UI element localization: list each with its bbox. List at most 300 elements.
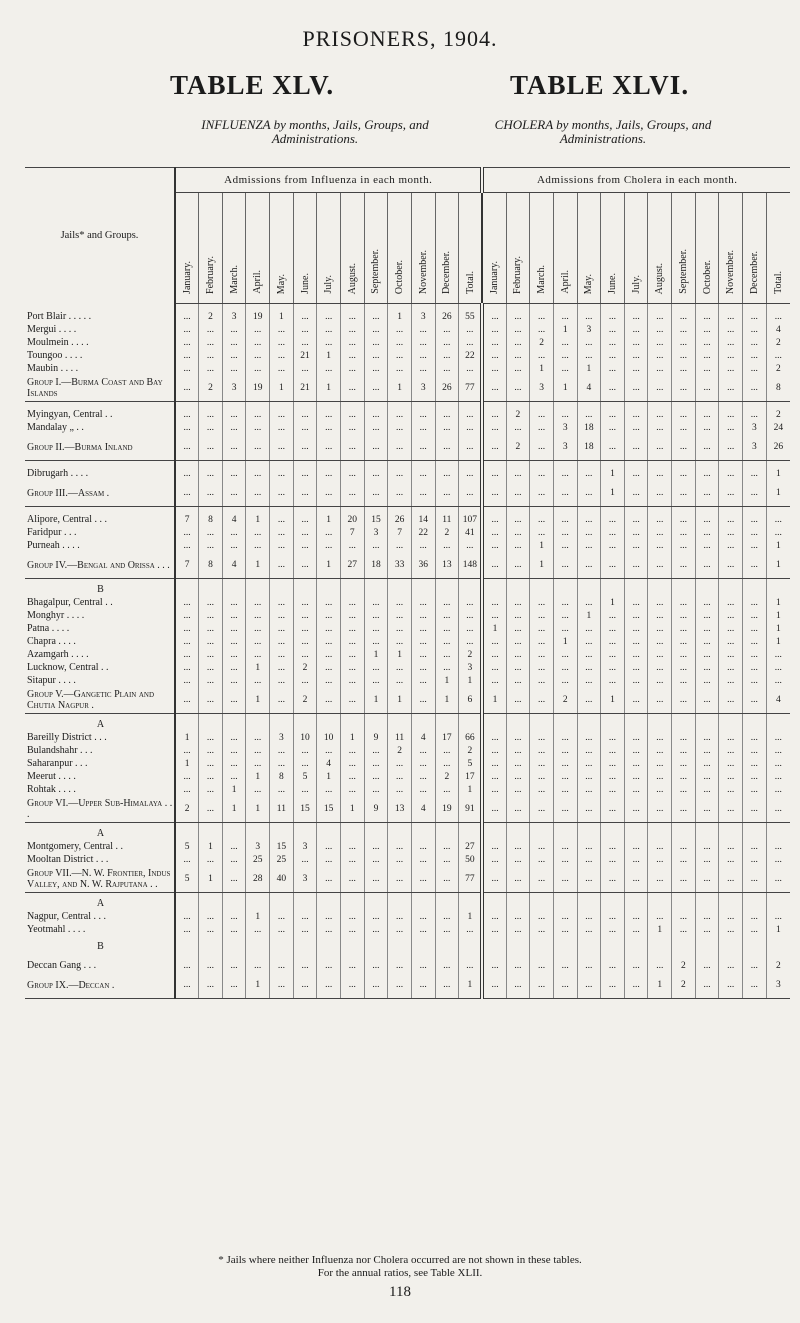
influenza-cell: ... bbox=[199, 757, 223, 770]
cholera-cell: ... bbox=[695, 635, 719, 648]
cholera-cell bbox=[482, 893, 506, 911]
influenza-cell: ... bbox=[364, 596, 388, 609]
table-row bbox=[25, 910, 790, 923]
cholera-cell: ... bbox=[695, 674, 719, 687]
influenza-cell: ... bbox=[411, 910, 435, 923]
table-row bbox=[25, 661, 790, 674]
influenza-cell: ... bbox=[270, 648, 294, 661]
cholera-cell bbox=[482, 823, 506, 841]
table-row bbox=[25, 402, 790, 422]
influenza-cell: ... bbox=[270, 972, 294, 999]
influenza-cell: ... bbox=[246, 596, 270, 609]
cholera-cell: ... bbox=[624, 362, 648, 375]
section-marker-row bbox=[25, 714, 790, 732]
cholera-cell: ... bbox=[482, 434, 506, 461]
influenza-cell: ... bbox=[411, 434, 435, 461]
cholera-cell: ... bbox=[624, 552, 648, 579]
cholera-cell: ... bbox=[577, 304, 601, 324]
table-row bbox=[25, 336, 790, 349]
cholera-cell: ... bbox=[601, 744, 625, 757]
month-label: June. bbox=[606, 273, 618, 294]
influenza-month-header bbox=[388, 193, 412, 304]
influenza-cell: ... bbox=[317, 421, 341, 434]
influenza-cell: 2 bbox=[293, 661, 317, 674]
influenza-cell: 41 bbox=[459, 526, 483, 539]
influenza-cell: ... bbox=[293, 507, 317, 527]
cholera-cell: ... bbox=[624, 539, 648, 552]
jail-label: Mergui . . . . bbox=[25, 323, 175, 336]
influenza-cell: ... bbox=[293, 783, 317, 796]
influenza-cell: ... bbox=[340, 953, 364, 972]
jail-label: Bulandshahr . . . bbox=[25, 744, 175, 757]
cholera-cell: ... bbox=[601, 853, 625, 866]
cholera-cell: ... bbox=[530, 674, 554, 687]
influenza-cell: 1 bbox=[246, 972, 270, 999]
influenza-cell: 2 bbox=[199, 375, 223, 402]
influenza-cell: ... bbox=[199, 596, 223, 609]
influenza-cell: ... bbox=[199, 323, 223, 336]
cholera-cell: ... bbox=[482, 674, 506, 687]
cholera-cell: ... bbox=[648, 757, 672, 770]
month-label: September. bbox=[677, 249, 689, 294]
cholera-cell: ... bbox=[743, 661, 767, 674]
influenza-cell: 3 bbox=[270, 731, 294, 744]
influenza-cell: ... bbox=[222, 953, 246, 972]
influenza-cell: 26 bbox=[435, 304, 459, 324]
influenza-cell: ... bbox=[364, 972, 388, 999]
influenza-cell: 1 bbox=[246, 770, 270, 783]
table-row bbox=[25, 362, 790, 375]
cholera-cell: ... bbox=[672, 674, 696, 687]
cholera-cell: ... bbox=[577, 402, 601, 422]
month-label: April. bbox=[559, 270, 571, 294]
cholera-cell: ... bbox=[482, 539, 506, 552]
group-total-row bbox=[25, 972, 790, 999]
table-row bbox=[25, 539, 790, 552]
cholera-cell: ... bbox=[506, 336, 530, 349]
influenza-cell: ... bbox=[199, 674, 223, 687]
influenza-cell: 1 bbox=[388, 648, 412, 661]
influenza-cell: ... bbox=[411, 661, 435, 674]
influenza-cell bbox=[388, 893, 412, 911]
group-label: Group II.—Burma Inland bbox=[25, 434, 175, 461]
influenza-cell: ... bbox=[459, 596, 483, 609]
cholera-cell: ... bbox=[624, 687, 648, 714]
influenza-cell: ... bbox=[270, 480, 294, 507]
influenza-cell: ... bbox=[270, 757, 294, 770]
cholera-cell: 8 bbox=[766, 375, 790, 402]
influenza-cell bbox=[222, 579, 246, 597]
cholera-cell: ... bbox=[648, 840, 672, 853]
cholera-cell bbox=[648, 823, 672, 841]
influenza-cell: ... bbox=[317, 596, 341, 609]
cholera-cell: ... bbox=[766, 910, 790, 923]
influenza-cell bbox=[435, 823, 459, 841]
influenza-cell: ... bbox=[222, 866, 246, 893]
jails-column-header: Jails* and Groups. bbox=[25, 168, 175, 304]
influenza-cell: ... bbox=[317, 972, 341, 999]
influenza-cell: 66 bbox=[459, 731, 483, 744]
influenza-cell: ... bbox=[222, 480, 246, 507]
cholera-cell: ... bbox=[719, 402, 743, 422]
influenza-cell: ... bbox=[293, 635, 317, 648]
influenza-cell: ... bbox=[317, 622, 341, 635]
influenza-cell: ... bbox=[246, 402, 270, 422]
cholera-cell bbox=[577, 893, 601, 911]
cholera-cell: ... bbox=[577, 866, 601, 893]
influenza-cell: ... bbox=[222, 770, 246, 783]
table-xlvi-subtitle-line1: CHOLERA by months, Jails, Groups, and bbox=[494, 117, 712, 132]
influenza-cell: ... bbox=[270, 923, 294, 936]
cholera-cell: ... bbox=[743, 744, 767, 757]
cholera-cell: ... bbox=[553, 552, 577, 579]
cholera-cell: 1 bbox=[766, 480, 790, 507]
influenza-cell: ... bbox=[317, 953, 341, 972]
influenza-cell: ... bbox=[317, 783, 341, 796]
cholera-cell: ... bbox=[719, 923, 743, 936]
table-row bbox=[25, 461, 790, 481]
jail-label: Patna . . . . bbox=[25, 622, 175, 635]
cholera-cell: ... bbox=[530, 866, 554, 893]
influenza-cell: 7 bbox=[175, 552, 199, 579]
influenza-cell: 15 bbox=[270, 840, 294, 853]
influenza-cell: ... bbox=[388, 609, 412, 622]
influenza-cell: ... bbox=[199, 349, 223, 362]
cholera-cell: ... bbox=[648, 687, 672, 714]
cholera-cell: ... bbox=[648, 796, 672, 823]
influenza-cell: 1 bbox=[246, 687, 270, 714]
influenza-cell: 13 bbox=[388, 796, 412, 823]
cholera-cell: ... bbox=[743, 336, 767, 349]
cholera-month-header bbox=[719, 193, 743, 304]
cholera-cell: ... bbox=[482, 349, 506, 362]
influenza-month-header bbox=[435, 193, 459, 304]
cholera-cell: ... bbox=[695, 953, 719, 972]
cholera-cell: ... bbox=[601, 622, 625, 635]
influenza-cell: ... bbox=[199, 972, 223, 999]
cholera-cell: ... bbox=[506, 526, 530, 539]
influenza-cell: ... bbox=[175, 349, 199, 362]
influenza-cell: ... bbox=[246, 923, 270, 936]
influenza-cell: ... bbox=[270, 609, 294, 622]
influenza-cell: ... bbox=[175, 375, 199, 402]
group-label: Group VI.—Upper Sub-Himalaya . . . bbox=[25, 796, 175, 823]
influenza-cell: ... bbox=[388, 421, 412, 434]
influenza-cell: 10 bbox=[317, 731, 341, 744]
influenza-cell: ... bbox=[340, 349, 364, 362]
cholera-cell: 2 bbox=[506, 434, 530, 461]
cholera-cell: ... bbox=[695, 552, 719, 579]
cholera-cell: ... bbox=[719, 840, 743, 853]
influenza-cell: 27 bbox=[459, 840, 483, 853]
influenza-cell: ... bbox=[317, 402, 341, 422]
cholera-cell: ... bbox=[482, 480, 506, 507]
influenza-cell: ... bbox=[340, 687, 364, 714]
influenza-cell: ... bbox=[364, 421, 388, 434]
influenza-cell bbox=[317, 579, 341, 597]
influenza-cell: ... bbox=[246, 480, 270, 507]
table-row bbox=[25, 635, 790, 648]
cholera-cell: ... bbox=[530, 687, 554, 714]
influenza-cell: ... bbox=[246, 609, 270, 622]
influenza-cell: ... bbox=[340, 402, 364, 422]
cholera-cell: ... bbox=[506, 609, 530, 622]
influenza-cell: ... bbox=[175, 323, 199, 336]
cholera-cell: ... bbox=[695, 770, 719, 783]
jail-label: Mandalay „ . . bbox=[25, 421, 175, 434]
influenza-cell: 26 bbox=[435, 375, 459, 402]
influenza-cell: 6 bbox=[459, 687, 483, 714]
cholera-cell: ... bbox=[695, 972, 719, 999]
influenza-cell: 148 bbox=[459, 552, 483, 579]
influenza-cell: ... bbox=[317, 674, 341, 687]
influenza-cell bbox=[317, 936, 341, 953]
influenza-cell bbox=[388, 714, 412, 732]
influenza-cell: ... bbox=[270, 674, 294, 687]
cholera-cell: ... bbox=[577, 674, 601, 687]
influenza-cell: ... bbox=[317, 480, 341, 507]
influenza-cell: 3 bbox=[222, 304, 246, 324]
section-marker-row bbox=[25, 936, 790, 953]
cholera-cell: 3 bbox=[530, 375, 554, 402]
cholera-cell: ... bbox=[506, 304, 530, 324]
cholera-cell: ... bbox=[530, 609, 554, 622]
cholera-cell: ... bbox=[530, 596, 554, 609]
cholera-cell: ... bbox=[695, 757, 719, 770]
table-row bbox=[25, 648, 790, 661]
month-label: May. bbox=[583, 273, 595, 294]
cholera-cell: ... bbox=[743, 757, 767, 770]
influenza-cell bbox=[246, 579, 270, 597]
cholera-cell: ... bbox=[482, 421, 506, 434]
cholera-cell: ... bbox=[672, 757, 696, 770]
influenza-cell: ... bbox=[293, 552, 317, 579]
month-label: October. bbox=[394, 259, 406, 294]
cholera-cell: ... bbox=[695, 866, 719, 893]
cholera-cell: ... bbox=[530, 480, 554, 507]
influenza-cell: ... bbox=[222, 434, 246, 461]
cholera-cell: ... bbox=[719, 304, 743, 324]
cholera-month-header bbox=[577, 193, 601, 304]
cholera-cell: ... bbox=[482, 972, 506, 999]
cholera-cell: ... bbox=[719, 972, 743, 999]
influenza-cell: 22 bbox=[411, 526, 435, 539]
cholera-cell: ... bbox=[672, 323, 696, 336]
influenza-cell: ... bbox=[270, 507, 294, 527]
cholera-cell: ... bbox=[672, 461, 696, 481]
influenza-cell: ... bbox=[364, 674, 388, 687]
cholera-cell: ... bbox=[624, 421, 648, 434]
influenza-cell bbox=[364, 823, 388, 841]
cholera-cell: ... bbox=[766, 840, 790, 853]
cholera-cell: ... bbox=[601, 304, 625, 324]
cholera-cell: 26 bbox=[766, 434, 790, 461]
cholera-cell: ... bbox=[530, 853, 554, 866]
cholera-cell: ... bbox=[766, 783, 790, 796]
influenza-cell: ... bbox=[388, 434, 412, 461]
cholera-cell: ... bbox=[530, 840, 554, 853]
influenza-cell: ... bbox=[340, 323, 364, 336]
influenza-cell bbox=[411, 714, 435, 732]
cholera-cell: ... bbox=[601, 910, 625, 923]
cholera-cell: ... bbox=[601, 336, 625, 349]
cholera-cell: ... bbox=[553, 866, 577, 893]
cholera-cell: 3 bbox=[743, 434, 767, 461]
cholera-cell: 1 bbox=[553, 323, 577, 336]
cholera-cell: ... bbox=[719, 770, 743, 783]
influenza-cell: 11 bbox=[270, 796, 294, 823]
cholera-cell: ... bbox=[530, 622, 554, 635]
cholera-cell: ... bbox=[672, 661, 696, 674]
cholera-cell: ... bbox=[530, 910, 554, 923]
jail-label: Rohtak . . . . bbox=[25, 783, 175, 796]
cholera-cell: ... bbox=[506, 552, 530, 579]
cholera-cell: ... bbox=[672, 434, 696, 461]
influenza-cell: ... bbox=[411, 953, 435, 972]
table-xlv-subtitle bbox=[190, 118, 440, 146]
month-label: January. bbox=[181, 261, 193, 294]
influenza-cell: ... bbox=[459, 539, 483, 552]
jail-label: Maubin . . . . bbox=[25, 362, 175, 375]
influenza-cell: ... bbox=[364, 622, 388, 635]
influenza-cell: ... bbox=[222, 731, 246, 744]
influenza-cell: 1 bbox=[246, 507, 270, 527]
influenza-cell bbox=[317, 714, 341, 732]
cholera-month-header bbox=[672, 193, 696, 304]
cholera-cell: ... bbox=[482, 783, 506, 796]
group-total-row bbox=[25, 687, 790, 714]
influenza-month-header bbox=[293, 193, 317, 304]
influenza-cell: 18 bbox=[364, 552, 388, 579]
influenza-cell: ... bbox=[222, 923, 246, 936]
cholera-cell: ... bbox=[719, 480, 743, 507]
cholera-cell bbox=[648, 579, 672, 597]
influenza-cell: 50 bbox=[459, 853, 483, 866]
influenza-cell: ... bbox=[459, 609, 483, 622]
jail-label: Alipore, Central . . . bbox=[25, 507, 175, 527]
cholera-cell: ... bbox=[601, 866, 625, 893]
influenza-cell: ... bbox=[388, 953, 412, 972]
cholera-cell: ... bbox=[553, 349, 577, 362]
cholera-cell: ... bbox=[624, 323, 648, 336]
influenza-cell: ... bbox=[317, 866, 341, 893]
cholera-cell: 2 bbox=[672, 972, 696, 999]
influenza-cell: 7 bbox=[340, 526, 364, 539]
cholera-cell: ... bbox=[719, 507, 743, 527]
influenza-cell: ... bbox=[293, 596, 317, 609]
influenza-cell: ... bbox=[222, 609, 246, 622]
cholera-cell: ... bbox=[482, 526, 506, 539]
influenza-cell: ... bbox=[435, 421, 459, 434]
cholera-cell: ... bbox=[601, 539, 625, 552]
cholera-cell: ... bbox=[506, 480, 530, 507]
influenza-cell: ... bbox=[388, 362, 412, 375]
cholera-cell: 2 bbox=[506, 402, 530, 422]
influenza-cell: ... bbox=[175, 687, 199, 714]
cholera-cell: ... bbox=[482, 648, 506, 661]
influenza-cell: 19 bbox=[246, 304, 270, 324]
cholera-month-header bbox=[506, 193, 530, 304]
cholera-cell: 2 bbox=[530, 336, 554, 349]
influenza-cell bbox=[435, 579, 459, 597]
cholera-cell: ... bbox=[672, 596, 696, 609]
influenza-cell: ... bbox=[293, 853, 317, 866]
cholera-cell: ... bbox=[506, 635, 530, 648]
cholera-cell: 3 bbox=[577, 323, 601, 336]
cholera-cell: ... bbox=[672, 362, 696, 375]
influenza-cell: ... bbox=[246, 434, 270, 461]
influenza-cell: ... bbox=[340, 648, 364, 661]
influenza-cell: ... bbox=[293, 923, 317, 936]
cholera-cell: ... bbox=[648, 635, 672, 648]
cholera-cell: ... bbox=[624, 770, 648, 783]
jail-label: A bbox=[25, 893, 175, 911]
influenza-cell: ... bbox=[411, 622, 435, 635]
cholera-cell: ... bbox=[648, 674, 672, 687]
cholera-cell: ... bbox=[719, 421, 743, 434]
cholera-cell bbox=[506, 579, 530, 597]
cholera-cell: ... bbox=[601, 434, 625, 461]
cholera-cell bbox=[577, 714, 601, 732]
cholera-cell: ... bbox=[553, 461, 577, 481]
group-total-row bbox=[25, 552, 790, 579]
cholera-cell: 24 bbox=[766, 421, 790, 434]
influenza-cell: ... bbox=[364, 953, 388, 972]
influenza-cell: 1 bbox=[364, 687, 388, 714]
jail-label: A bbox=[25, 714, 175, 732]
cholera-cell: ... bbox=[624, 853, 648, 866]
influenza-cell bbox=[175, 714, 199, 732]
table-row bbox=[25, 622, 790, 635]
influenza-cell: ... bbox=[317, 336, 341, 349]
cholera-cell: ... bbox=[553, 622, 577, 635]
cholera-cell: ... bbox=[553, 853, 577, 866]
cholera-cell: 1 bbox=[553, 375, 577, 402]
cholera-cell: ... bbox=[553, 402, 577, 422]
cholera-cell: ... bbox=[624, 375, 648, 402]
influenza-cell: ... bbox=[199, 910, 223, 923]
influenza-cell: ... bbox=[364, 866, 388, 893]
influenza-cell: 13 bbox=[435, 552, 459, 579]
influenza-cell: ... bbox=[364, 770, 388, 783]
table-row bbox=[25, 953, 790, 972]
table-group-header-row bbox=[25, 168, 790, 193]
cholera-cell: 1 bbox=[577, 609, 601, 622]
cholera-cell: ... bbox=[482, 375, 506, 402]
cholera-cell bbox=[624, 714, 648, 732]
influenza-cell: ... bbox=[459, 336, 483, 349]
influenza-cell bbox=[199, 893, 223, 911]
influenza-cell bbox=[222, 936, 246, 953]
cholera-cell: 18 bbox=[577, 421, 601, 434]
influenza-cell: 2 bbox=[175, 796, 199, 823]
influenza-cell: ... bbox=[340, 635, 364, 648]
cholera-cell: ... bbox=[672, 910, 696, 923]
jail-label: Saharanpur . . . bbox=[25, 757, 175, 770]
cholera-cell: ... bbox=[743, 635, 767, 648]
cholera-cell: ... bbox=[506, 840, 530, 853]
cholera-cell bbox=[530, 714, 554, 732]
influenza-cell: ... bbox=[222, 674, 246, 687]
influenza-cell: ... bbox=[411, 972, 435, 999]
cholera-cell bbox=[672, 893, 696, 911]
cholera-cell: ... bbox=[530, 796, 554, 823]
influenza-cell: ... bbox=[435, 461, 459, 481]
influenza-cell: ... bbox=[317, 323, 341, 336]
cholera-cell: ... bbox=[648, 596, 672, 609]
influenza-cell: ... bbox=[175, 362, 199, 375]
influenza-cell: 1 bbox=[364, 648, 388, 661]
